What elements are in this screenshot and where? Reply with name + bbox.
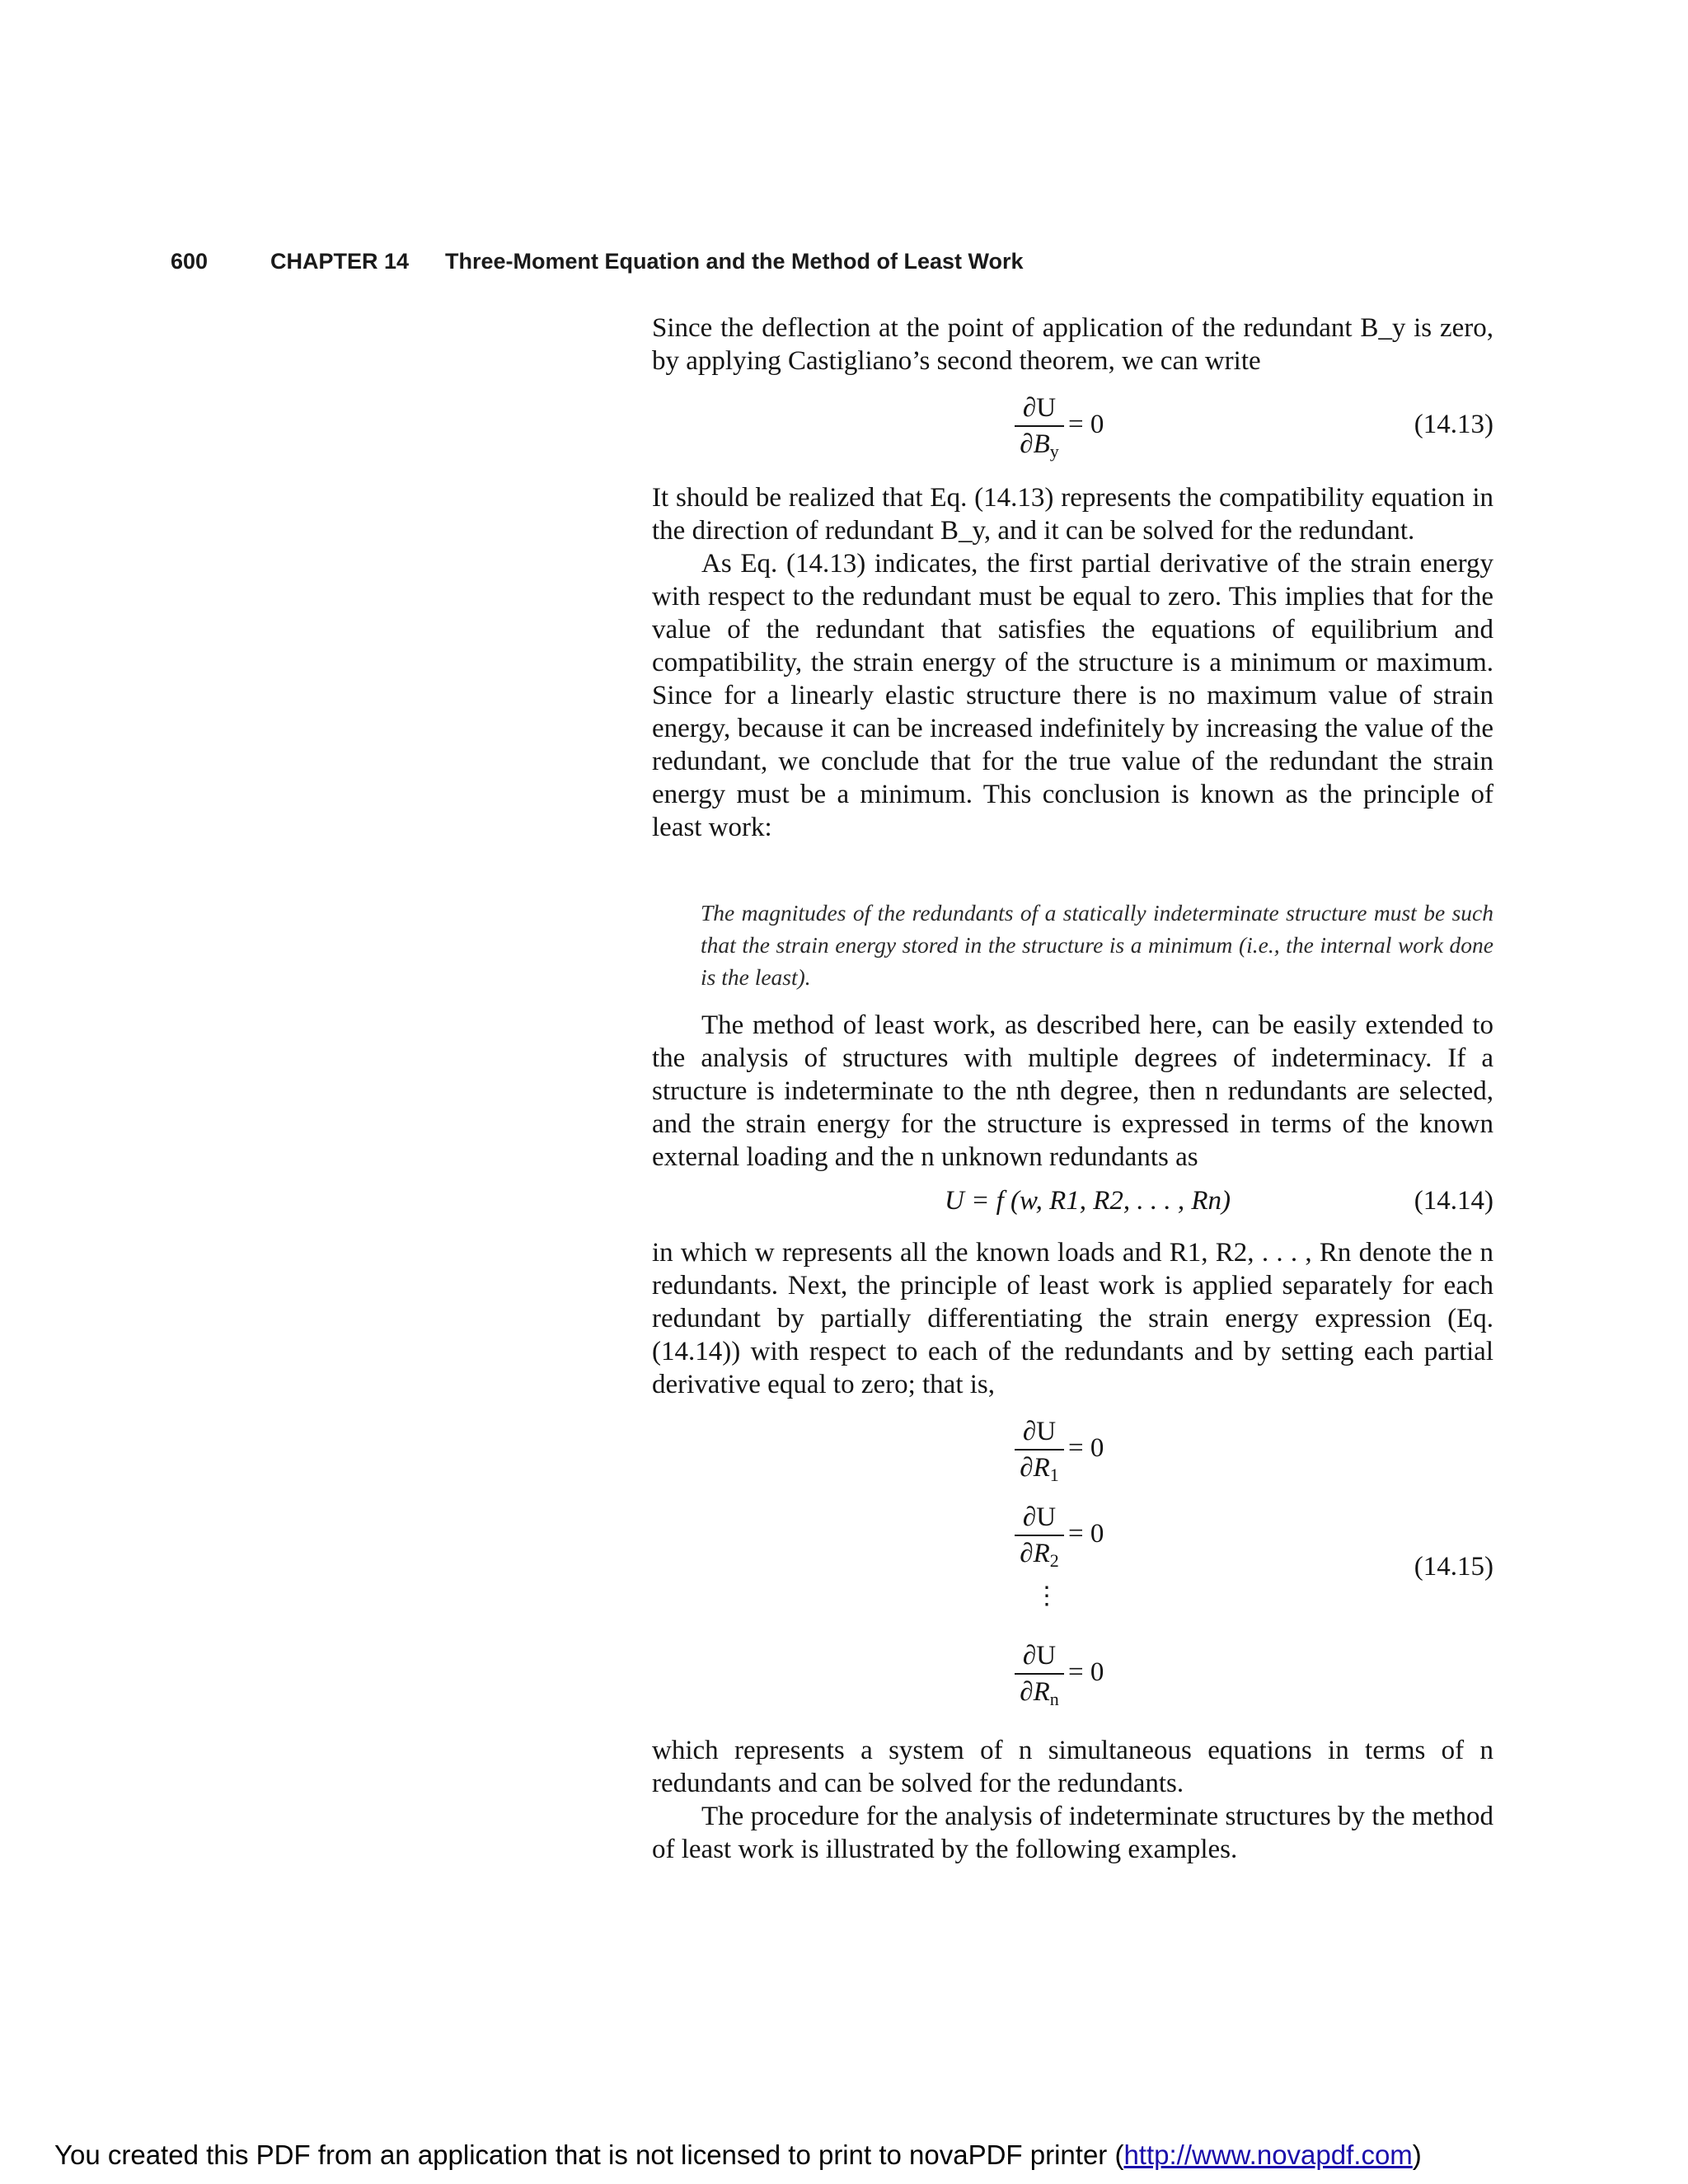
equation-rhs: = 0 <box>1068 410 1104 439</box>
paragraph-2-text: It should be realized that Eq. (14.13) represents the compatibility equation in the direction of redundant B_y, and it can be solved for the redundant. <box>652 483 1493 546</box>
footer-close: ) <box>1412 2139 1422 2170</box>
novapdf-footer <box>54 2139 1422 2171</box>
paragraph-7-text: The procedure for the analysis of indeterminate structures by the method of least work is illustrated by the following examples. <box>652 1802 1493 1864</box>
denominator-symbol: ∂B <box>1020 429 1050 459</box>
chapter-title: Three-Moment Equation and the Method of Least Work <box>445 249 1024 274</box>
chapter-label: CHAPTER 14 <box>270 249 410 274</box>
fraction-numerator: ∂U <box>1022 393 1057 423</box>
paragraph-6-text: which represents a system of n simultaneous equations in terms of n redundants and can be solved for the redundants. <box>652 1736 1493 1798</box>
equation-body: U = f (w, R1, R2, . . . , Rn) <box>945 1186 1231 1216</box>
partial-fraction: ∂U $\partial R_n$ <box>1015 1640 1064 1708</box>
paragraph-1 <box>652 312 1493 377</box>
denominator-subscript: y <box>1049 441 1059 462</box>
partial-fraction: ∂U $\partial R_2$ <box>1015 1502 1064 1569</box>
running-header <box>0 249 1688 282</box>
partial-fraction: ∂U $\partial R_1$ <box>1015 1416 1064 1483</box>
fraction-bar <box>1015 425 1064 427</box>
novapdf-link[interactable]: http://www.novapdf.com <box>1123 2139 1413 2170</box>
equation-number: (14.15) <box>1414 1552 1493 1582</box>
paragraph-6 <box>652 1734 1493 1866</box>
vertical-ellipsis: ⋮ <box>1034 1582 1059 1610</box>
paragraph-3-text: As Eq. (14.13) indicates, the first partial derivative of the strain energy with respect to the redundant must be equal to zero. This implies that for the value of the redundant that satisfies the equations of equilibrium and compatibility, the strain energy of the structure is a minimum or maximum. Since for a linearly elastic structure there is no maximum value of strain energy, because it can be increased indefinitely by increasing the value of the redundant, we conclude that for the true value of the redundant the strain energy must be a minimum. This conclusion is known as the principle of least work: <box>652 549 1493 842</box>
paragraph-4 <box>652 1009 1493 1174</box>
fraction-denominator <box>1015 429 1064 460</box>
paragraph-1-text: Since the deflection at the point of application of the redundant B_y is zero, by applying Castigliano’s second theorem, we can write <box>652 313 1493 376</box>
footer-text: You created this PDF from an application that is not licensed to print to novaPDF printer ( <box>54 2139 1124 2170</box>
paragraph-2 <box>652 481 1493 844</box>
paragraph-5 <box>652 1236 1493 1401</box>
principle-quote: The magnitudes of the redundants of a statically indeterminate structure must be such that the strain energy stored in the structure is a minimum (i.e., the internal work done is the least). <box>701 900 1493 990</box>
paragraph-4-text: The method of least work, as described here, can be easily extended to the analysis of structures with multiple degrees of indeterminacy. If a structure is indeterminate to the nth degree, then n redundants are selected, and the strain energy for the structure is expressed in terms of the known external loading and the n unknown redundants as <box>652 1010 1493 1172</box>
page-number: 600 <box>171 249 209 274</box>
equation-number: (14.14) <box>1414 1186 1493 1216</box>
equation-number: (14.13) <box>1414 410 1493 439</box>
paragraph-5-text: in which w represents all the known loads and R1, R2, . . . , Rn denote the n redundants. Next, the principle of least work is applied separately for each redundant by partially differentiating the strain energy expression (Eq. (14.14)) with respect to each of the redundants and by setting each partial derivative equal to zero; that is, <box>652 1238 1493 1399</box>
partial-fraction <box>1015 392 1064 460</box>
